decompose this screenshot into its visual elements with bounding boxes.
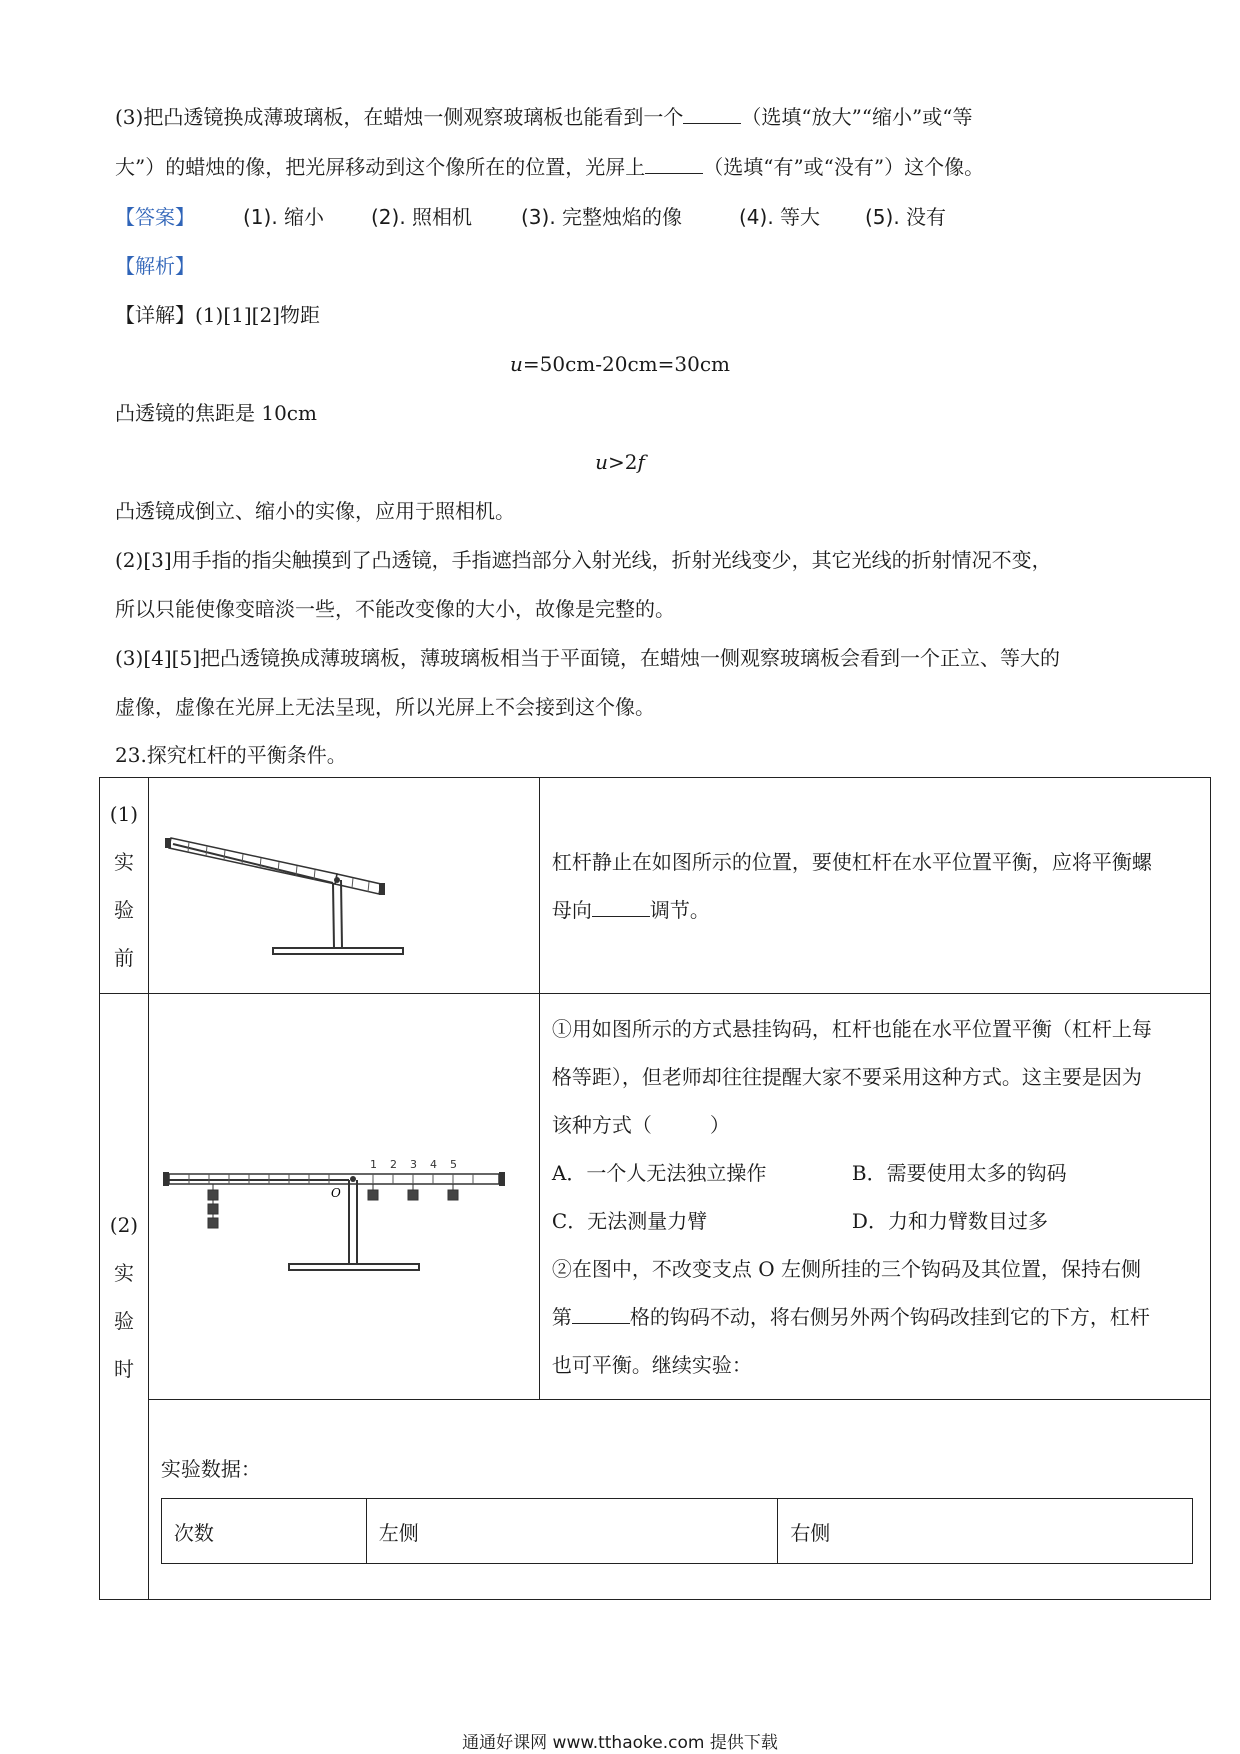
answer-label: 【答案】 — [115, 205, 195, 229]
row1-label-char: 前 — [113, 945, 134, 970]
answer-blank — [683, 105, 741, 124]
row1-label — [100, 778, 149, 994]
pivot-point — [350, 1176, 356, 1182]
row2-q2-line-1: ②在图中，不改变支点 O 左侧所挂的三个钩码及其位置，保持右侧 — [551, 1256, 1142, 1281]
row-during-experiment — [100, 994, 1211, 1400]
option-c: C．无法测量力臂 — [551, 1208, 708, 1233]
lever-with-weights-figure — [149, 994, 539, 1394]
answer-blank — [645, 155, 703, 174]
lever-bar — [165, 838, 385, 895]
data-label: 实验数据： — [160, 1457, 261, 1481]
row2-q2-line-2 — [552, 1293, 1198, 1341]
formula-var-u: u — [595, 450, 608, 474]
conclusion-text: 凸透镜成倒立、缩小的实像，应用于照相机。 — [115, 499, 515, 523]
row1-figure-cell — [148, 778, 539, 994]
row1-label-char: 验 — [113, 897, 134, 922]
detail-p3-line-1: (3)[4][5]把凸透镜换成薄玻璃板，薄玻璃板相当于平面镜，在蜡烛一侧观察玻璃板会看到一个正立、等大的 — [115, 646, 1060, 670]
q3-line-1-after: （选填“放大”“缩小”或“等 — [741, 105, 973, 129]
row2-options-ab — [552, 1149, 1198, 1197]
detail-p3-line-2: 虚像，虚像在光屏上无法呈现，所以光屏上不会接到这个像。 — [115, 695, 655, 719]
formula-var-f: f — [637, 450, 645, 474]
answer-item-4: (4). 等大 — [739, 205, 821, 229]
option-d: D．力和力臂数目过多 — [851, 1208, 1048, 1233]
row-before-experiment — [100, 778, 1211, 994]
data-table-header-row — [161, 1499, 1192, 1564]
header-right-side: 右侧 — [778, 1499, 1193, 1564]
footer: 通通好课网 www.tthaoke.com 提供下载 — [462, 1733, 778, 1753]
row1-text-line-1: 杠杆静止在如图所示的位置，要使杠杆在水平位置平衡，应将平衡螺 — [551, 849, 1152, 874]
formula-object-distance — [0, 349, 1240, 379]
row1-text-line-2-before: 母向 — [551, 897, 592, 922]
row-data — [100, 1400, 1211, 1600]
pivot-label: O — [330, 1186, 341, 1200]
data-cell — [148, 1400, 1210, 1600]
row2-q2-line-2-after: 格的钩码不动，将右侧另外两个钩码改挂到它的下方，杠杆 — [629, 1304, 1150, 1329]
row1-text — [540, 838, 1210, 934]
answer-item-3: (3). 完整烛焰的像 — [521, 205, 683, 229]
row2-q1-line-3 — [552, 1101, 1198, 1149]
detail-p2-line-1: (2)[3]用手指的指尖触摸到了凸透镜，手指遮挡部分入射光线，折射光线变少，其它光线的折射情况不变， — [115, 548, 1052, 572]
row2-q1-line-3-after: ） — [709, 1112, 730, 1137]
q23-title: 23.探究杠杆的平衡条件。 — [115, 743, 347, 767]
row2-label-char: 实 — [113, 1260, 134, 1285]
row2-text-cell — [539, 994, 1210, 1400]
analysis-label: 【解析】 — [115, 254, 195, 278]
row2-text — [540, 1005, 1210, 1389]
answer-item-5: (5). 没有 — [865, 205, 947, 229]
row1-label-char: 实 — [113, 849, 134, 874]
answer-item-2: (2). 照相机 — [371, 205, 473, 229]
answer-blank — [592, 898, 650, 917]
row2-q2-line-2-before: 第 — [551, 1304, 572, 1329]
scale-label: 3 — [409, 1158, 417, 1171]
q3-line-1 — [115, 102, 972, 132]
scale-label: 2 — [389, 1158, 397, 1171]
option-a: A．一个人无法独立操作 — [551, 1160, 767, 1185]
formula-condition — [0, 447, 1240, 477]
row2-q1-line-3-before: 该种方式（ — [551, 1112, 652, 1137]
q3-line-2-after: （选填“有”或“没有”）这个像。 — [703, 155, 985, 179]
header-left-side: 左侧 — [366, 1499, 778, 1564]
answer-blank — [572, 1305, 630, 1324]
row1-text-cell — [539, 778, 1210, 994]
header-count: 次数 — [161, 1499, 366, 1564]
answer-row — [115, 202, 1015, 232]
q3-line-2-before: 大”）的蜡烛的像，把光屏移动到这个像所在的位置，光屏上 — [115, 155, 646, 179]
row2-label — [100, 994, 149, 1600]
answer-item-1: (1). 缩小 — [243, 205, 325, 229]
row2-figure-cell — [148, 994, 539, 1400]
scale-label: 4 — [429, 1158, 437, 1171]
row2-label-char: 验 — [113, 1308, 134, 1333]
row2-label-num: (2) — [109, 1212, 139, 1237]
formula-rest: =50cm-20cm=30cm — [522, 352, 730, 376]
row1-label-num: (1) — [109, 801, 139, 826]
option-b: B．需要使用太多的钩码 — [851, 1160, 1067, 1185]
detail-p2-line-2: 所以只能使像变暗淡一些，不能改变像的大小，故像是完整的。 — [115, 597, 675, 621]
scale-label: 1 — [369, 1158, 377, 1171]
data-table — [161, 1498, 1193, 1564]
row2-q1-line-1: ①用如图所示的方式悬挂钩码，杠杆也能在水平位置平衡（杠杆上每 — [551, 1016, 1152, 1041]
row2-options-cd — [552, 1197, 1198, 1245]
row2-label-char: 时 — [113, 1356, 134, 1381]
q3-line-1-text: (3)把凸透镜换成薄玻璃板，在蜡烛一侧观察玻璃板也能看到一个 — [115, 105, 684, 129]
formula-op: >2 — [608, 450, 638, 474]
lever-experiment-table — [99, 777, 1211, 1600]
scale-label: 5 — [449, 1158, 457, 1171]
detail-intro: 【详解】(1)[1][2]物距 — [115, 303, 320, 327]
row2-q2-line-3: 也可平衡。继续实验： — [551, 1352, 752, 1377]
tilted-lever-figure — [149, 778, 539, 988]
lever-bar-left — [173, 844, 333, 883]
focal-length-text: 凸透镜的焦距是 10cm — [115, 401, 317, 425]
formula-var-u: u — [509, 352, 523, 376]
row1-text-line-2-after: 调节。 — [649, 897, 710, 922]
row2-q1-line-2: 格等距），但老师却往往提醒大家不要采用这种方式。这主要是因为 — [551, 1064, 1142, 1089]
q3-line-2 — [115, 152, 984, 182]
row1-text-line-2 — [552, 886, 1198, 934]
